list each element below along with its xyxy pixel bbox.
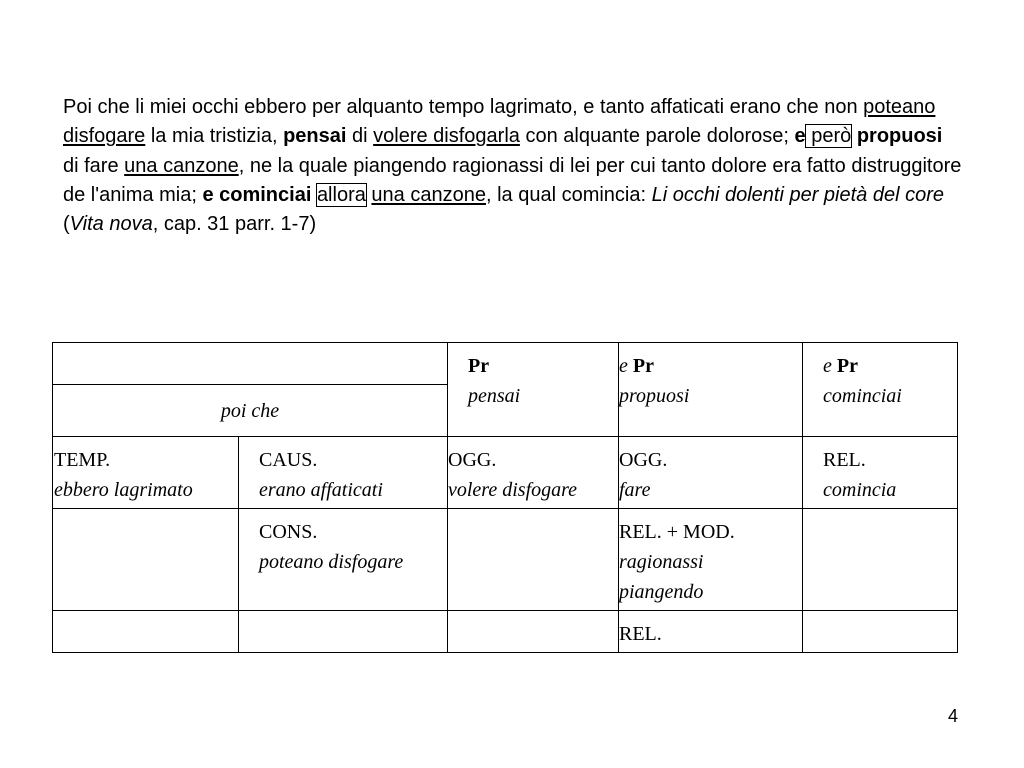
boxed-allora: allora xyxy=(316,183,366,206)
bold-pensai: pensai xyxy=(283,125,347,148)
empty-cell xyxy=(53,509,239,611)
passage-text: di fare xyxy=(63,154,125,177)
empty-cell xyxy=(53,611,239,653)
boxed-pero: però xyxy=(805,125,852,148)
main-clause-pensai xyxy=(448,343,619,437)
passage-text: ( xyxy=(63,213,70,236)
clause-type-label: TEMP. xyxy=(54,449,111,471)
conj-e: e xyxy=(823,355,832,377)
clause-type-label: REL. xyxy=(619,623,662,645)
rel-clause-cell xyxy=(803,437,958,509)
clause-verb: erano affaticati xyxy=(259,479,383,501)
passage-text: , cap. 31 parr. 1-7) xyxy=(152,213,317,236)
conj-e: e xyxy=(619,355,628,377)
underlined-una-canzone: una canzone xyxy=(124,154,239,177)
clause-type-label: CAUS. xyxy=(259,449,318,471)
clause-type-label: OGG. xyxy=(619,449,668,471)
empty-cell xyxy=(803,509,958,611)
passage-text: , la qual comincia: xyxy=(485,183,652,206)
rel-mod-clause-cell xyxy=(619,509,803,611)
clause-type-label: REL. + MOD. xyxy=(619,521,735,543)
ogg-clause-cell xyxy=(448,437,619,509)
main-clause-propuosi xyxy=(619,343,803,437)
pr-label: Pr xyxy=(627,355,654,377)
clause-type-label: OGG. xyxy=(448,449,497,471)
poi-che-cell: poi che xyxy=(53,385,448,437)
caus-clause-cell xyxy=(239,437,448,509)
passage-text: la mia tristizia, xyxy=(145,125,284,148)
empty-cell xyxy=(448,611,619,653)
underlined-poteano-disfogare: poteano disfogare xyxy=(63,96,936,148)
passage-text: con alquante parole dolorose; xyxy=(519,125,795,148)
underlined-una-canzone-2: una canzone xyxy=(371,183,486,206)
clause-verb: ebbero lagrimato xyxy=(54,479,193,501)
underlined-volere-disfogarla: volere disfogarla xyxy=(373,125,520,148)
clause-verb: comincia xyxy=(823,479,897,501)
slide-number: 4 xyxy=(948,706,959,726)
pr-label: Pr xyxy=(468,355,490,377)
rel-clause-cell-2 xyxy=(619,611,803,653)
verb-propuosi: propuosi xyxy=(619,385,690,407)
clause-analysis-table xyxy=(52,342,958,653)
clause-verb: fare xyxy=(619,479,651,501)
bold-e-cominciai: e cominciai xyxy=(202,183,312,206)
table-row xyxy=(53,611,958,653)
clause-type-label: CONS. xyxy=(259,521,318,543)
verb-cominciai: cominciai xyxy=(823,385,902,407)
italic-incipit: Li occhi dolenti per pietà del core xyxy=(651,183,945,206)
main-clause-cominciai xyxy=(803,343,958,437)
clause-verb: piangendo xyxy=(619,581,704,603)
table-row xyxy=(53,343,958,385)
header-empty-cell xyxy=(53,343,448,385)
pr-label: Pr xyxy=(831,355,858,377)
bold-e: e xyxy=(794,125,806,148)
empty-cell xyxy=(448,509,619,611)
ogg-clause-cell-2 xyxy=(619,437,803,509)
table-row xyxy=(53,437,958,509)
quoted-passage xyxy=(63,93,963,239)
italic-vita-nova: Vita nova xyxy=(69,213,153,236)
temp-clause-cell xyxy=(53,437,239,509)
empty-cell xyxy=(803,611,958,653)
empty-cell xyxy=(239,611,448,653)
passage-text: di xyxy=(346,125,374,148)
clause-verb: poteano disfogare xyxy=(259,551,404,573)
clause-verb: volere disfogare xyxy=(448,479,578,501)
bold-propuosi: propuosi xyxy=(856,125,943,148)
passage-text: Poi che li miei occhi ebbero per alquanto tempo lagrimato, e tanto affaticati erano che non xyxy=(63,96,864,118)
clause-verb: ragionassi xyxy=(619,551,704,573)
verb-pensai: pensai xyxy=(468,385,521,407)
cons-clause-cell xyxy=(239,509,448,611)
table-row xyxy=(53,509,958,611)
clause-type-label: REL. xyxy=(823,449,866,471)
passage-text: , ne la quale piangendo ragionassi di lei per cui tanto dolore era fatto distruggitore de l'anima mia; xyxy=(63,154,962,206)
